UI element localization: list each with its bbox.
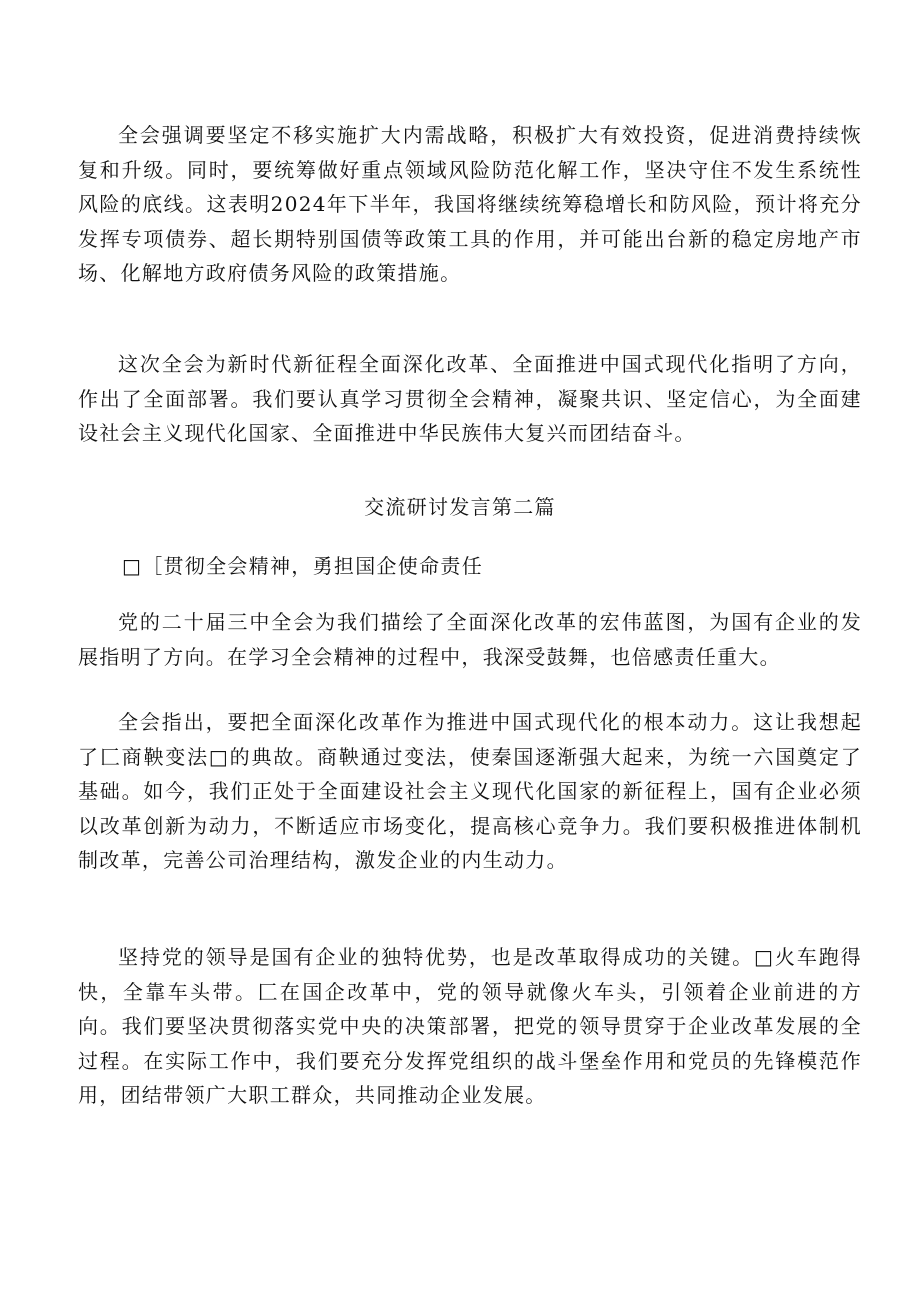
section-title: 交流研讨发言第二篇	[364, 495, 556, 519]
section-subheading: □［贯彻全会精神，勇担国企使命责任	[122, 554, 483, 578]
body-paragraph: 党的二十届三中全会为我们描绘了全面深化改革的宏伟蓝图，为国有企业的发展指明了方向。在学习全会精神的过程中，我深受鼓舞，也倍感责任重大。	[78, 610, 862, 669]
body-paragraph: 全会指出，要把全面深化改革作为推进中国式现代化的根本动力。这让我想起了匚商鞅变法□的典故。商鞅通过变法，使秦国逐渐强大起来，为统一六国奠定了基础。如今，我们正处于全面建设社会主义现代化国家的新征程上，国有企业必须以改革创新为动力，不断适应市场变化，提高核心竞争力。我们要积极推进体制机制改革，完善公司治理结构，激发企业的内生动力。	[78, 710, 862, 872]
body-paragraph: 坚持党的领导是国有企业的独特优势，也是改革取得成功的关键。□火车跑得快，全靠车头带。匚在国企改革中，党的领导就像火车头，引领着企业前进的方向。我们要坚决贯彻落实党中央的决策部署，把党的领导贯穿于企业改革发展的全过程。在实际工作中，我们要充分发挥党组织的战斗堡垒作用和党员的先锋模范作用，团结带领广大职工群众，共同推动企业发展。	[78, 945, 862, 1107]
body-paragraph: 这次全会为新时代新征程全面深化改革、全面推进中国式现代化指明了方向，作出了全面部署。我们要认真学习贯彻全会精神，凝聚共识、坚定信心，为全面建设社会主义现代化国家、全面推进中华民族伟大复兴而团结奋斗。	[78, 352, 862, 445]
body-paragraph: 全会强调要坚定不移实施扩大内需战略，积极扩大有效投资，促进消费持续恢复和升级。同时，要统筹做好重点领域风险防范化解工作，坚决守住不发生系统性风险的底线。这表明2024年下半年，我国将继续统筹稳增长和防风险，预计将充分发挥专项债券、超长期特别国债等政策工具的作用，并可能出台新的稳定房地产市场、化解地方政府债务风险的政策措施。	[78, 123, 862, 285]
